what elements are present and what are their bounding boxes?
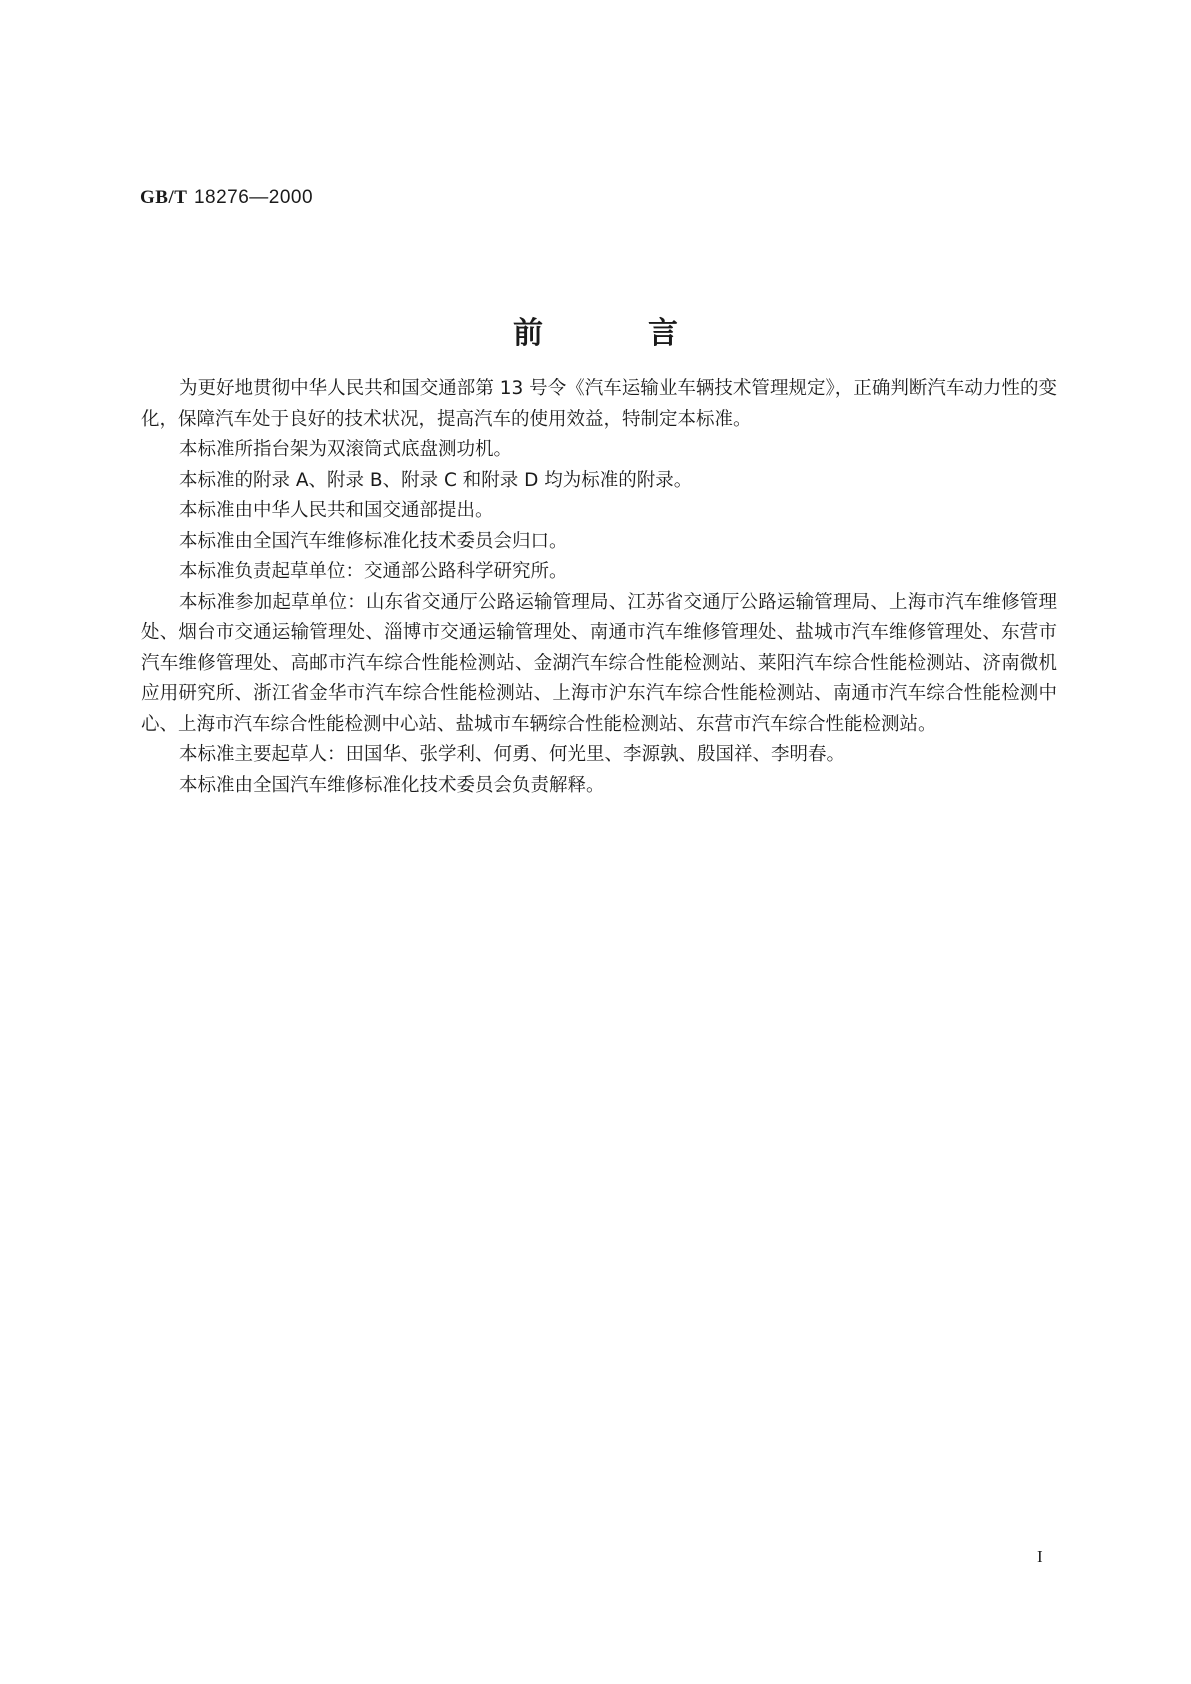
foreword-body: [141, 374, 1057, 801]
title-char-1: 前: [513, 316, 543, 351]
page-number: I: [1037, 1547, 1043, 1566]
paragraph: 本标准由全国汽车维修标准化技术委员会负责解释。: [179, 774, 605, 796]
paragraph: 本标准由全国汽车维修标准化技术委员会归口。: [179, 530, 568, 552]
paragraph: 本标准所指台架为双滚筒式底盘测功机。: [179, 439, 513, 460]
standard-prefix: GB/T: [140, 187, 188, 208]
paragraph: 本标准参加起草单位：山东省交通厅公路运输管理局、江苏省交通厅公路运输管理局、上海市汽车维修管理处、烟台市交通运输管理处、淄博市交通运输管理处、南通市汽车维修管理处、盐城市汽车维修管理处、东营市汽车维修管理处、高邮市汽车综合性能检测站、金湖汽车综合性能检测站、莱阳汽车综合性能检测站、济南微机应用研究所、浙江省金华市汽车综合性能检测站、上海市沪东汽车综合性能检测站、南通市汽车综合性能检测中心、上海市汽车综合性能检测中心站、盐城市车辆综合性能检测站、东营市汽车综合性能检测站。: [141, 591, 1057, 735]
paragraph: 本标准的附录 A、附录 B、附录 C 和附录 D 均为标准的附录。: [179, 469, 693, 491]
document-header: [140, 186, 313, 209]
paragraph: 本标准负责起草单位：交通部公路科学研究所。: [179, 561, 568, 582]
title-char-2: 言: [648, 316, 678, 351]
paragraph: 本标准主要起草人：田国华、张学利、何勇、何光里、李源孰、殷国祥、李明春。: [179, 744, 846, 765]
paragraph: 为更好地贯彻中华人民共和国交通部第 13 号令《汽车运输业车辆技术管理规定》，正确判断汽车动力性的变化，保障汽车处于良好的技术状况，提高汽车的使用效益，特制定本标准。: [141, 378, 1057, 430]
standard-number: 18276—2000: [193, 187, 314, 208]
page-title: [0, 308, 1191, 352]
paragraph: 本标准由中华人民共和国交通部提出。: [179, 500, 494, 521]
